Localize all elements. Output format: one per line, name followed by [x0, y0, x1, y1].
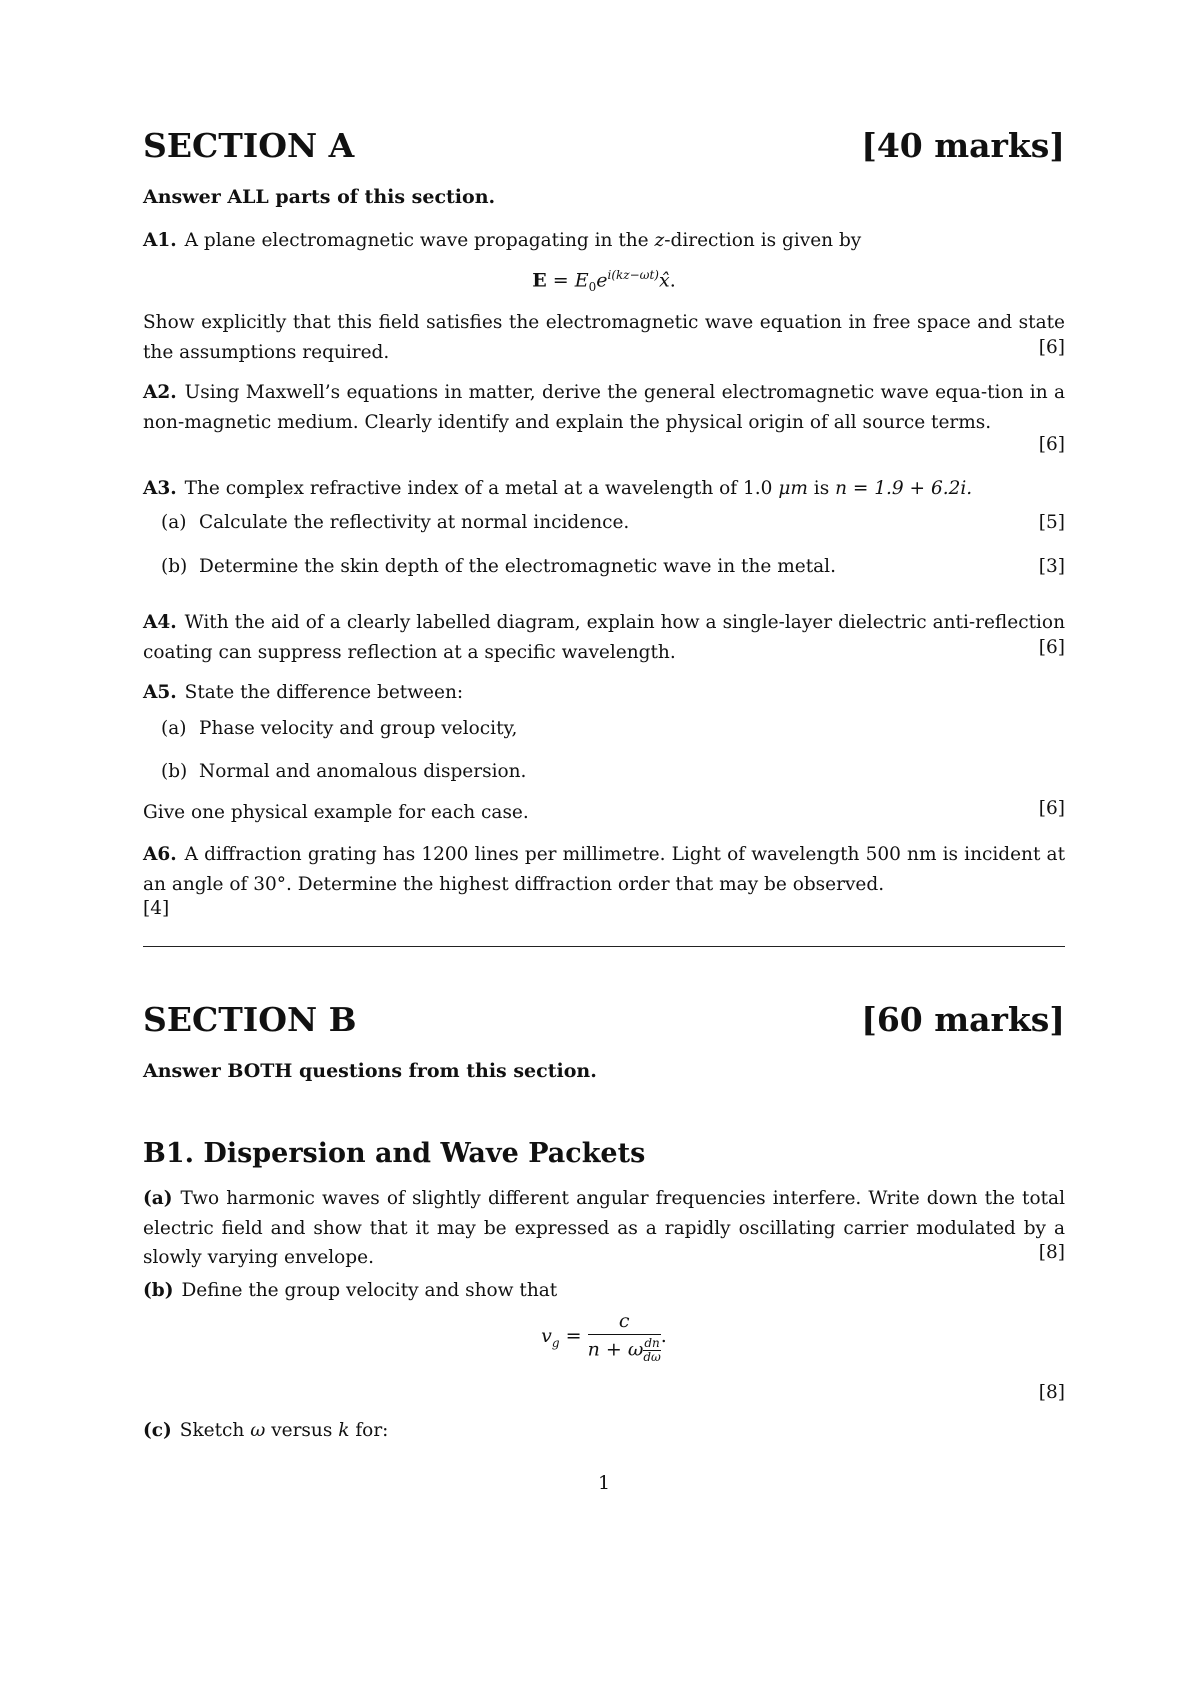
question-a1-text-pre: A plane electromagnetic wave propagating in the [184, 230, 655, 251]
question-b1-part-a-text: Two harmonic waves of slightly different angular frequencies interfere. Write down the total electric field and show that it may be expressed as a rapidly oscillating carrier modulated by a slowly varying envelope. [143, 1188, 1065, 1268]
question-b1-part-a-label: (a) [143, 1188, 173, 1209]
question-a3-unit: μm [778, 478, 808, 499]
question-a3-part-a-marks: [5] [1038, 512, 1065, 533]
question-a3-text-mid: is [807, 478, 836, 499]
question-b1-part-b [143, 1276, 1065, 1306]
question-a5-part-b-label: (b) [161, 761, 188, 782]
question-a5-text: State the difference between: [184, 682, 464, 703]
question-a3-part-b-text: Determine the skin depth of the electromagnetic wave in the metal. [199, 556, 836, 577]
question-a4-marks: [6] [1038, 637, 1065, 658]
question-a3-equation: n = 1.9 + 6.2i. [835, 478, 973, 499]
question-b1-part-c-k: k [338, 1420, 350, 1441]
question-a5-part-a-text: Phase velocity and group velocity, [199, 718, 518, 739]
question-a5-footer: Give one physical example for each case. [143, 802, 529, 823]
section-b-header [143, 1000, 1065, 1044]
question-b1-part-b-text: Define the group velocity and show that [181, 1280, 558, 1301]
question-a1-body: Show explicitly that this field satisfies the electromagnetic wave equation in free space and state the assumptions required. [143, 312, 1065, 363]
question-a1-marks: [6] [1038, 337, 1065, 358]
question-a2-label: A2. [143, 382, 177, 403]
question-a5-part-a-label: (a) [161, 718, 187, 739]
equation-group-velocity: $v_g$ = c n + ω $\frac{dn}{d\omega}$ . [541, 1310, 667, 1364]
section-a-title: SECTION A [143, 126, 355, 165]
question-a3-label: A3. [143, 478, 177, 499]
page-number: 1 [597, 1472, 611, 1494]
question-a3-part-a-text: Calculate the reflectivity at normal incidence. [199, 512, 630, 533]
question-a3-text-pre: The complex refractive index of a metal at a wavelength of 1.0 [184, 478, 779, 499]
question-a5-marks: [6] [1038, 798, 1065, 819]
section-a-header [143, 126, 1065, 170]
section-a-marks: [40 marks] [861, 126, 1065, 165]
question-b1-part-a-marks: [8] [1038, 1242, 1065, 1263]
question-a1-text-var: z [654, 230, 665, 251]
question-a1-text-post: -direction is given by [664, 230, 862, 251]
question-a3 [143, 474, 1065, 504]
question-a6 [143, 840, 1065, 899]
question-a5-label: A5. [143, 682, 177, 703]
question-b1-part-c [143, 1416, 1065, 1446]
equation-a1: $E = E_0e^{i(kz-\omega t)}x̂$. [532, 268, 676, 295]
section-b-instruction: Answer BOTH questions from this section. [143, 1060, 597, 1082]
question-b1-part-c-mid: versus [265, 1420, 339, 1441]
question-a3-part-b [161, 556, 836, 577]
question-b1-part-c-omega: ω [250, 1420, 266, 1441]
section-divider [143, 946, 1065, 947]
question-a5-part-a [161, 718, 517, 739]
section-b-title: SECTION B [143, 1000, 357, 1039]
question-a4-label: A4. [143, 612, 177, 633]
question-a3-part-a [161, 512, 629, 533]
question-b1-part-a [143, 1184, 1065, 1273]
question-b1-part-b-marks: [8] [1038, 1382, 1065, 1403]
question-a2-marks: [6] [1038, 434, 1065, 455]
question-a1-label: A1. [143, 230, 177, 251]
question-a4 [143, 608, 1065, 667]
question-a5 [143, 678, 1065, 708]
question-a2-text: Using Maxwell’s equations in matter, derive the general electromagnetic wave equa-tion in a non-magnetic medium. Clearly identify and explain the physical origin of all source terms. [143, 382, 1065, 433]
question-a6-text: A diffraction grating has 1200 lines per millimetre. Light of wavelength 500 nm is incident at an angle of 30°. Determine the highest diffraction order that may be observed. [143, 844, 1065, 895]
question-a5-part-b-text: Normal and anomalous dispersion. [199, 761, 527, 782]
section-a-instruction: Answer ALL parts of this section. [143, 186, 496, 208]
question-a4-text: With the aid of a clearly labelled diagram, explain how a single-layer dielectric anti-reflection coating can suppress reflection at a specific wavelength. [143, 612, 1065, 663]
question-a3-part-b-marks: [3] [1038, 556, 1065, 577]
question-a3-part-b-label: (b) [161, 556, 188, 577]
question-a2 [143, 378, 1065, 437]
question-a3-part-a-label: (a) [161, 512, 187, 533]
question-b1-part-c-pre: Sketch [179, 1420, 251, 1441]
question-b1-part-c-label: (c) [143, 1420, 172, 1441]
question-a6-label: A6. [143, 844, 177, 865]
question-a5-part-b [161, 761, 526, 782]
question-a1 [143, 226, 1065, 256]
question-a6-marks: [4] [143, 898, 170, 919]
question-b1-part-b-label: (b) [143, 1280, 174, 1301]
section-b-marks: [60 marks] [861, 1000, 1065, 1039]
question-b1-part-c-post: for: [349, 1420, 389, 1441]
question-b1-title: B1. Dispersion and Wave Packets [143, 1138, 646, 1169]
